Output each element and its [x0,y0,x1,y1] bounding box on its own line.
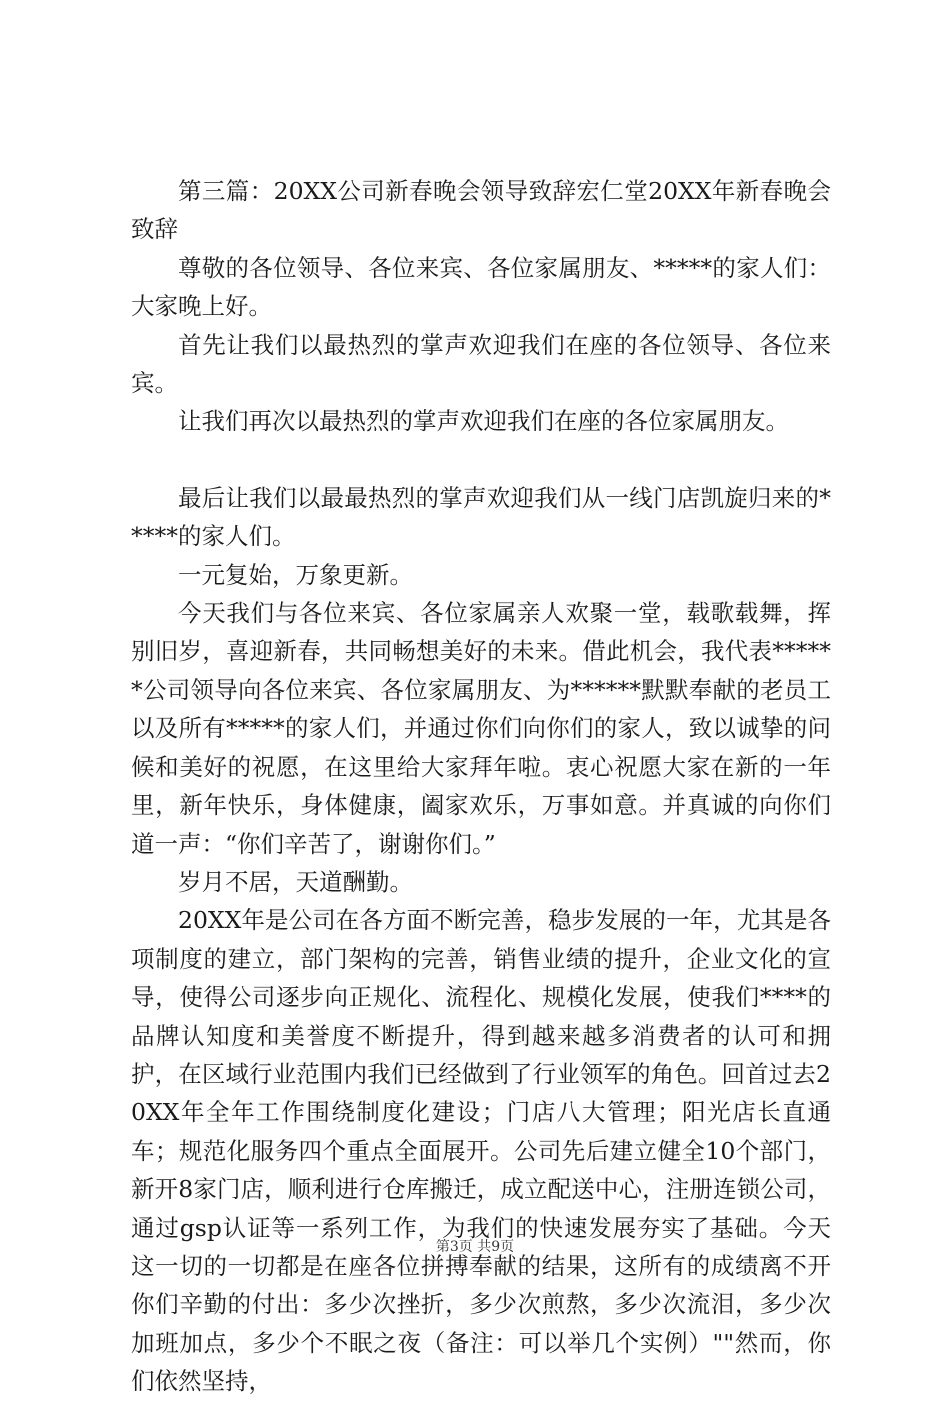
paragraph-gathering: 今天我们与各位来宾、各位家属亲人欢聚一堂，载歌载舞，挥别旧岁，喜迎新春，共同畅想美好的未来。借此机会，我代表******公司领导向各位来宾、各位家属朋友、为******默默奉献的老员工以及所有*****的家人们，并通过你们向你们的家人，致以诚挚的问候和美好的祝愿，在这里给大家拜年啦。衷心祝愿大家在新的一年里，新年快乐，身体健康，阖家欢乐，万事如意。并真诚的向你们道一声：“你们辛苦了，谢谢你们。” [131,599,831,858]
paragraph-diligence: 岁月不居，天道酬勤。 [178,867,413,896]
paragraph-greeting: 尊敬的各位领导、各位来宾、各位家属朋友、*****的家人们：大家晚上好。 [131,253,831,321]
paragraph-review: 20XX年是公司在各方面不断完善，稳步发展的一年，尤其是各项制度的建立，部门架构的完善，销售业绩的提升，企业文化的宣导，使得公司逐步向正规化、流程化、规模化发展，使我们****的品牌认知度和美誉度不断提升，得到越来越多消费者的认可和拥护，在区域行业范围内我们已经做到了行业领军的角色。回首过去20XX年全年工作围绕制度化建设；门店八大管理；阳光店长直通车；规范化服务四个重点全面展开。公司先后建立健全10个部门，新开8家门店，顺利进行仓库搬迁，成立配送中心，注册连锁公司，通过gsp认证等一系列工作，为我们的快速发展夯实了基础。今天这一切的一切都是在座各位拼搏奉献的结果，这所有的成绩离不开你们辛勤的付出：多少次挫折，多少次煎熬，多少次流泪，多少次加班加点，多少个不眠之夜（备注：可以举几个实例）""然而，你们依然坚持， [131,906,831,1396]
paragraph-title: 第三篇：20XX公司新春晚会领导致辞宏仁堂20XX年新春晚会致辞 [131,177,831,244]
paragraph-welcome-staff: 最后让我们以最最热烈的掌声欢迎我们从一线门店凯旋归来的*****的家人们。 [131,483,831,551]
paragraph-welcome-leaders: 首先让我们以最热烈的掌声欢迎我们在座的各位领导、各位来宾。 [131,330,831,398]
paragraph-new-year: 一元复始，万象更新。 [178,560,413,589]
document-body [131,172,831,1401]
page-number-footer: 第3页 共9页 [435,1239,515,1255]
paragraph-welcome-family: 让我们再次以最热烈的掌声欢迎我们在座的各位家属朋友。 [178,407,789,436]
